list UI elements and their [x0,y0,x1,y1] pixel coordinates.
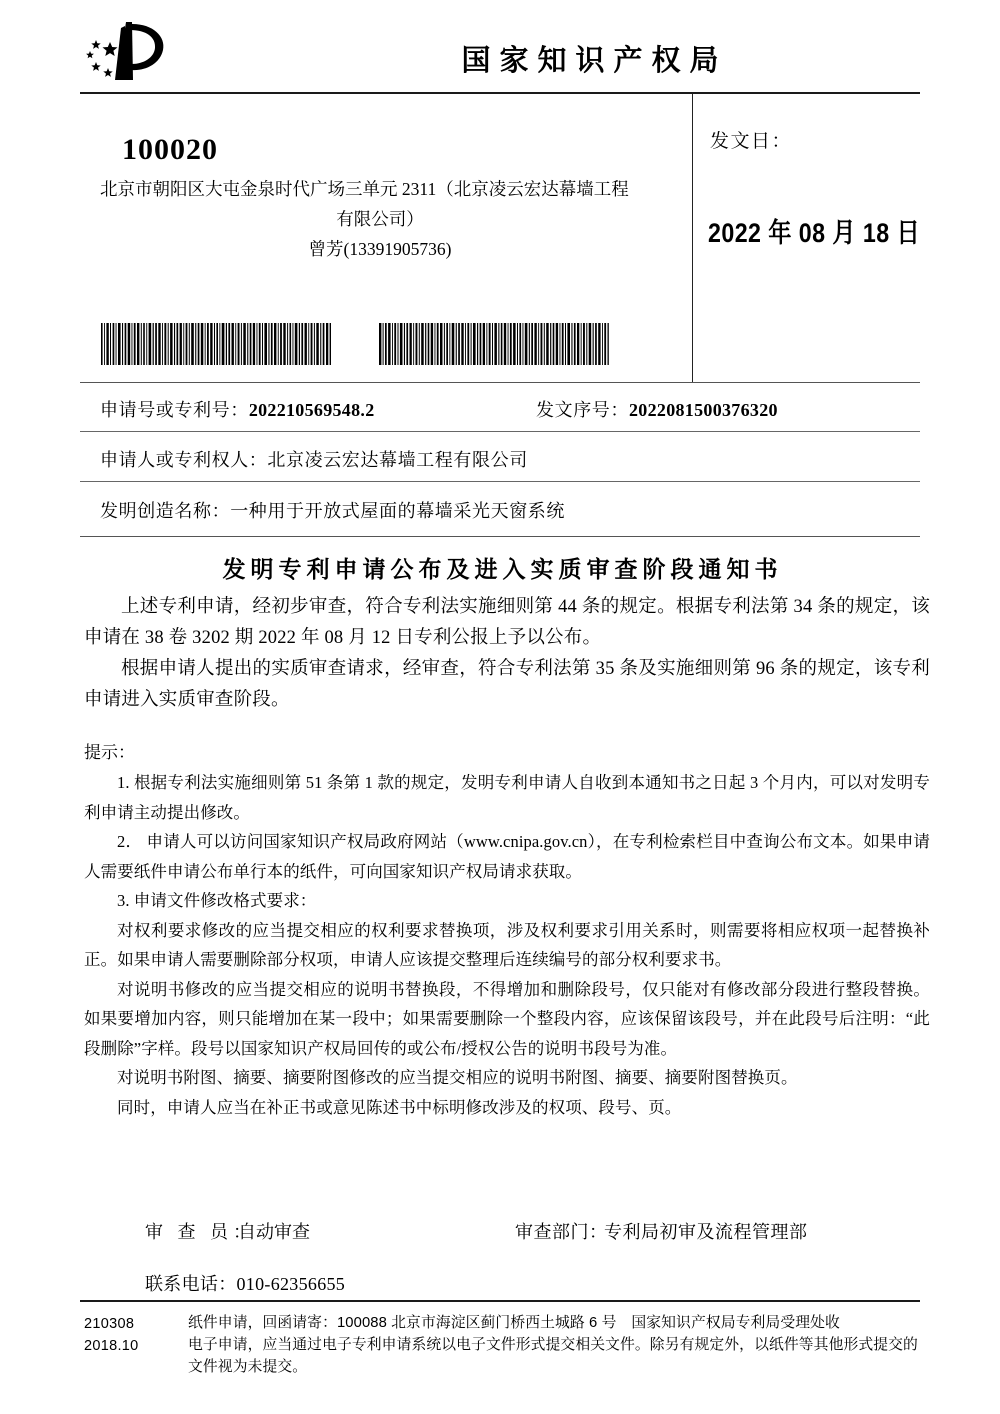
invention-title-row [100,497,565,523]
dispatch-serial-row [536,396,778,422]
footer-rule [80,1300,920,1302]
recipient-address [100,174,660,264]
notice-paragraph-2: 根据申请人提出的实质审查请求，经审查，符合专利法第 35 条及实施细则第 96 条的规定，该专利申请进入实质审查阶段。 [84,659,930,710]
dispatch-serial-label: 发文序号： [536,400,629,420]
invention-title-label: 发明创造名称： [100,501,231,521]
applicant-value: 北京凌云宏达幕墙工程有限公司 [267,450,528,470]
masthead [80,14,920,92]
barcode-dispatch-serial [378,323,610,365]
footer-form-number-2: 2018.10 [84,1338,139,1354]
tip-item-3-paragraph-2: 对说明书修改的应当提交相应的说明书替换段，不得增加和删除段号，仅只能对有修改部分段进行整段替换。如果要增加内容，则只能增加在某一段中；如果需要删除一个整段内容，应该保留该段号，并在此段号后注明：“此段删除”字样。段号以国家知识产权局回传的或公布/授权公告的说明书段号为准。 [84,979,930,1058]
footer-form-number-1: 210308 [84,1316,135,1332]
footer-text [188,1312,928,1378]
applicant-row [100,446,528,472]
department-value: 专利局初审及流程管理部 [604,1222,808,1242]
recipient-contact: 曾芳(13391905736) [308,239,452,259]
application-number-value: 202210569548.2 [248,400,375,420]
header-vertical-divider [692,94,693,382]
field-rule-3 [80,481,920,482]
tip-item-3-paragraph-1: 对权利要求修改的应当提交相应的权利要求替换项，涉及权利要求引用关系时，则需要将相应权项一起替换补正。如果申请人需要删除部分权项，申请人应该提交整理后连续编号的部分权利要求书。 [84,920,930,969]
footer-form-numbers [84,1313,139,1357]
notice-paragraph-1: 上述专利申请，经初步审查，符合专利法实施细则第 44 条的规定。根据专利法第 34 条的规定，该申请在 38 卷 3202 期 2022 年 08 月 12 日专利公报上予以公布。 [84,597,930,648]
examiner-label: 审 查 员： [145,1222,256,1242]
cnipa-logo [80,18,172,88]
address-line-2: 有限公司） [336,209,424,229]
contact-phone: 联系电话：010-62356655 [145,1274,346,1294]
dispatch-serial-value: 2022081500376320 [629,400,778,420]
field-rule-2 [80,431,920,432]
invention-title-value: 一种用于开放式屋面的幕墙采光天窗系统 [230,501,566,521]
applicant-label: 申请人或专利权人： [100,450,268,470]
tip-item-3-paragraph-4: 同时，申请人应当在补正书或意见陈述书中标明修改涉及的权项、段号、页。 [117,1097,682,1117]
footer-line-1: 纸件申请，回函请寄：100088 北京市海淀区蓟门桥西土城路 6 号 国家知识产权局专利局受理处收 [188,1315,840,1331]
application-number-label: 申请号或专利号： [100,400,249,420]
notice-body [84,592,930,1122]
footer-line-2: 电子申请，应当通过电子专利申请系统以电子文件形式提交相关文件。除另有规定外，以纸件等其他形式提交的文件视为未提交。 [188,1337,918,1375]
barcode-application [100,323,332,365]
dispatch-date-value: 2022 年 08 月 18 日 [708,218,921,248]
field-rule-1 [80,382,920,383]
masthead-rule [80,92,920,94]
organization-title: 国家知识产权局 [461,45,728,77]
application-number-row [100,396,375,422]
tips-heading: 提示： [84,743,135,762]
examiner-value: 自动审查 [238,1222,310,1242]
address-line-1: 北京市朝阳区大屯金泉时代广场三单元 2311（北京凌云宏达幕墙工程 [100,179,629,199]
dispatch-date-label: 发文日： [710,131,793,152]
tip-item-3-heading: 3. 申请文件修改格式要求： [117,891,317,910]
tip-item-3-paragraph-3: 对说明书附图、摘要、摘要附图修改的应当提交相应的说明书附图、摘要、摘要附图替换页。 [117,1068,798,1087]
recipient-postcode: 100020 [122,133,218,166]
department-label: 审查部门： [515,1222,608,1242]
tip-item-2: 2． 申请人可以访问国家知识产权局政府网站（www.cnipa.gov.cn），在专利检索栏目中查询公布文本。如果申请人需要纸件申请公布单行本的纸件，可向国家知识产权局请求获取。 [84,832,930,881]
field-rule-4 [80,536,920,537]
notice-title: 发明专利申请公布及进入实质审查阶段通知书 [222,556,783,582]
tip-item-1: 1. 根据专利法实施细则第 51 条第 1 款的规定，发明专利申请人自收到本通知书之日起 3 个月内，可以对发明专利申请主动提出修改。 [84,773,930,822]
